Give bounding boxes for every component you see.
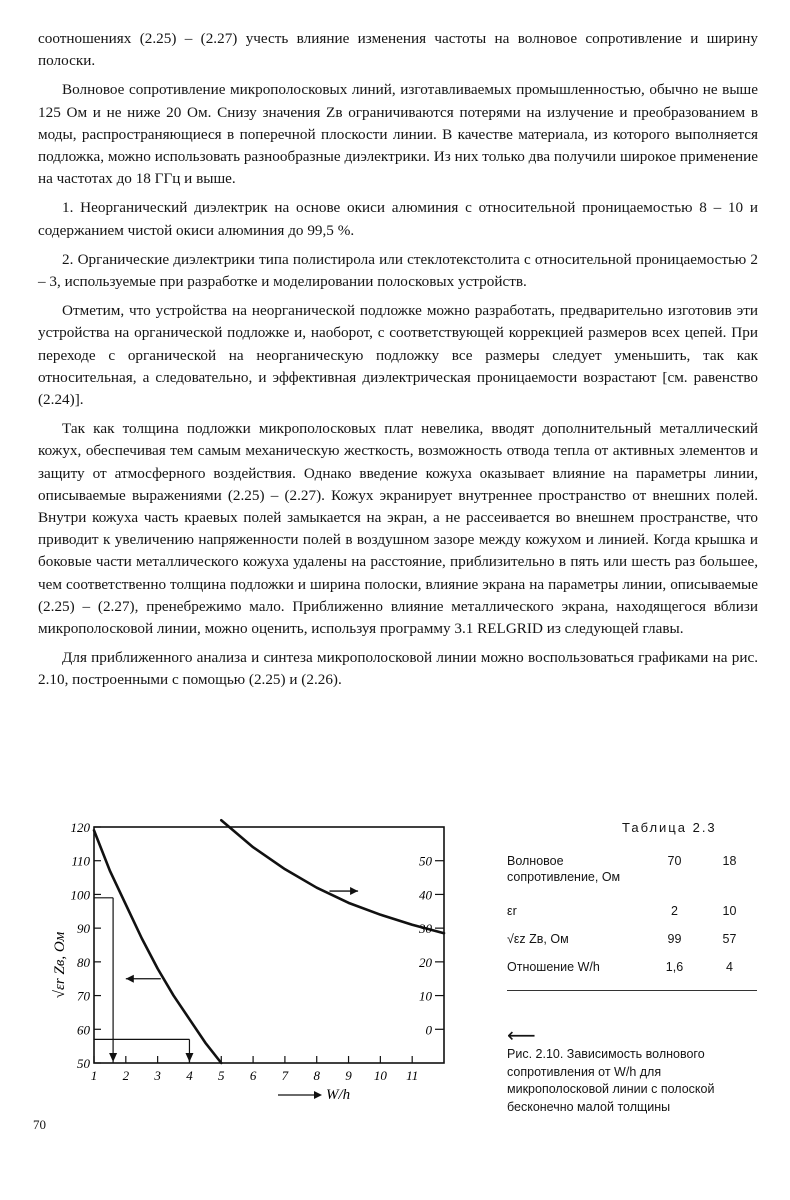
cell-value: 99 xyxy=(667,932,682,946)
label-layer xyxy=(71,820,433,1083)
paragraph: соотношениях (2.25) – (2.27) учесть влияние изменения частоты на волновое сопротивление и ширину полоски. xyxy=(38,30,758,70)
x-axis-arrowhead xyxy=(314,1091,322,1099)
series-1-axis-arrow-head xyxy=(126,975,134,983)
y-tick-label: 50 xyxy=(77,1056,90,1071)
x-tick-label: 5 xyxy=(218,1068,225,1083)
caption-text: Рис. 2.10. Зависимость волнового сопротивления от W/h для микрополосковой линии с полоской бесконечно малой толщины xyxy=(507,1047,715,1114)
x-tick-label: 8 xyxy=(313,1068,320,1083)
cell-value: 10 xyxy=(722,904,737,918)
x-tick-label: 2 xyxy=(122,1068,130,1083)
table-row xyxy=(507,931,757,959)
data-table xyxy=(507,853,757,987)
figure-caption xyxy=(507,1025,757,1116)
table-title: Таблица 2.3 xyxy=(622,820,717,835)
cell-value: 2 xyxy=(671,904,678,918)
table-rule xyxy=(507,990,757,991)
curve-layer xyxy=(94,820,444,1063)
row-label: Волновое сопротивление, Ом xyxy=(507,854,621,884)
guide-arrowhead xyxy=(185,1053,193,1062)
table-row xyxy=(507,853,757,903)
y2-tick-label: 0 xyxy=(425,1022,432,1038)
cell-value: 4 xyxy=(726,960,733,974)
guide-arrowhead xyxy=(109,1053,117,1062)
y-tick-label: 70 xyxy=(77,988,90,1004)
y2-tick-label: 10 xyxy=(419,988,432,1004)
page-number: 70 xyxy=(33,1117,46,1132)
cell-value: 70 xyxy=(667,854,682,868)
x-tick-label: 3 xyxy=(154,1068,161,1083)
x-tick-label: 11 xyxy=(406,1068,419,1083)
cell-value: 18 xyxy=(722,854,737,868)
x-tick-label: 1 xyxy=(90,1068,98,1083)
cell-value: 1,6 xyxy=(665,960,684,974)
y-tick-label: 100 xyxy=(70,887,90,903)
body-text xyxy=(38,28,758,699)
table-row xyxy=(507,959,757,987)
paragraph: 1. Неорганический диэлектрик на основе окиси алюминия с относительной проницаемостью 8 – 10 и содержанием чистой окиси алюминия до 99,5 %. xyxy=(38,199,758,239)
row-label: εr xyxy=(507,904,517,918)
paragraph: Волновое сопротивление микрополосковых линий, изготавливаемых промышленностью, обычно не выше 125 Ом и не ниже 20 Ом. Снизу значения Zв ограничиваются потерями на излучение и преобразованием в моды, распространяющиеся в поперечной плоскости линии. В качестве материала, из которого выполняется подложка, можно использовать разнообразные диэлектрики. Из них только два получили широкое применение на частотах до 18 ГГц и выше. xyxy=(38,81,758,188)
y2-tick-label: 40 xyxy=(419,887,432,903)
x-axis-label: W/h xyxy=(326,1087,351,1103)
paragraph: Так как толщина подложки микрополосковых плат невелика, вводят дополнительный металлический кожух, обеспечивая тем самым механическую жесткость, возможность отвода тепла от активных элементов и защиту от атмосферного воздействия. Однако введение кожуха оказывает влияние на параметры линии, описываемые выражениями (2.25) – (2.27). Кожух экранирует внутреннее пространство от внешних полей. Внутри кожуха часть краевых полей замыкается на экран, а не рассеивается во внешнем пространстве, что приводит к увеличению напряженности полей в воздушном зазоре между кожухом и линией. Когда крышка и боковые части металлического кожуха удалены на расстояние, приблизительно в пять или шесть раз большее, чем соответственно толщина подложки и ширина полоски, влияние экрана на параметры линии, описываемые (2.25) – (2.27), пренебрежимо мало. Приближенно влияние металлического экрана, находящегося вблизи микрополосковой линии, можно оценить, используя программу 3.1 RELGRID из следующей главы. xyxy=(38,420,758,638)
y2-tick-label: 50 xyxy=(419,853,432,869)
series-2-axis-arrow-head xyxy=(350,887,358,895)
y-axis-label: √εr Zв, Ом xyxy=(52,931,68,999)
x-tick-label: 10 xyxy=(373,1068,387,1083)
y-tick-label: 80 xyxy=(77,954,90,970)
series-line-2 xyxy=(221,820,444,933)
paragraph: Отметим, что устройства на неорганической подложке можно разработать, предварительно изготовив эти устройства на органической подложке и, наоборот, с соответствующей коррекцией размеров всех цепей. При переходе с органической на неорганическую подложку все размеры следует уменьшить, так как относительная, а следовательно, и эффективная диэлектрическая проницаемости возрастают [см. равенство (2.24)]. xyxy=(38,302,758,409)
y-tick-label: 60 xyxy=(77,1022,90,1038)
caption-arrow: ⟵ xyxy=(507,1025,536,1047)
x-tick-label: 6 xyxy=(249,1068,257,1083)
y-tick-label: 90 xyxy=(77,921,90,937)
row-label: Отношение W/h xyxy=(507,960,600,974)
x-tick-label: 7 xyxy=(281,1068,289,1083)
y2-tick-label: 30 xyxy=(419,921,432,937)
table-row xyxy=(507,903,757,931)
y2-tick-label: 20 xyxy=(419,954,432,970)
paragraph: Для приближенного анализа и синтеза микрополосковой линии можно воспользоваться графиками на рис. 2.10, построенными с помощью (2.25) и (2.26). xyxy=(38,649,758,689)
x-tick-label: 9 xyxy=(345,1068,352,1083)
row-label: √εz Zв, Ом xyxy=(507,932,569,946)
x-tick-label: 4 xyxy=(186,1068,193,1083)
paragraph: 2. Органические диэлектрики типа полистирола или стеклотекстолита с относительной проницаемостью 2 – 3, используемые при разработке и моделировании полосковых устройств. xyxy=(38,250,758,291)
cell-value: 57 xyxy=(722,932,737,946)
y-tick-label: 110 xyxy=(71,853,90,869)
figure-chart xyxy=(38,815,478,1110)
y-tick-label: 120 xyxy=(70,820,90,835)
